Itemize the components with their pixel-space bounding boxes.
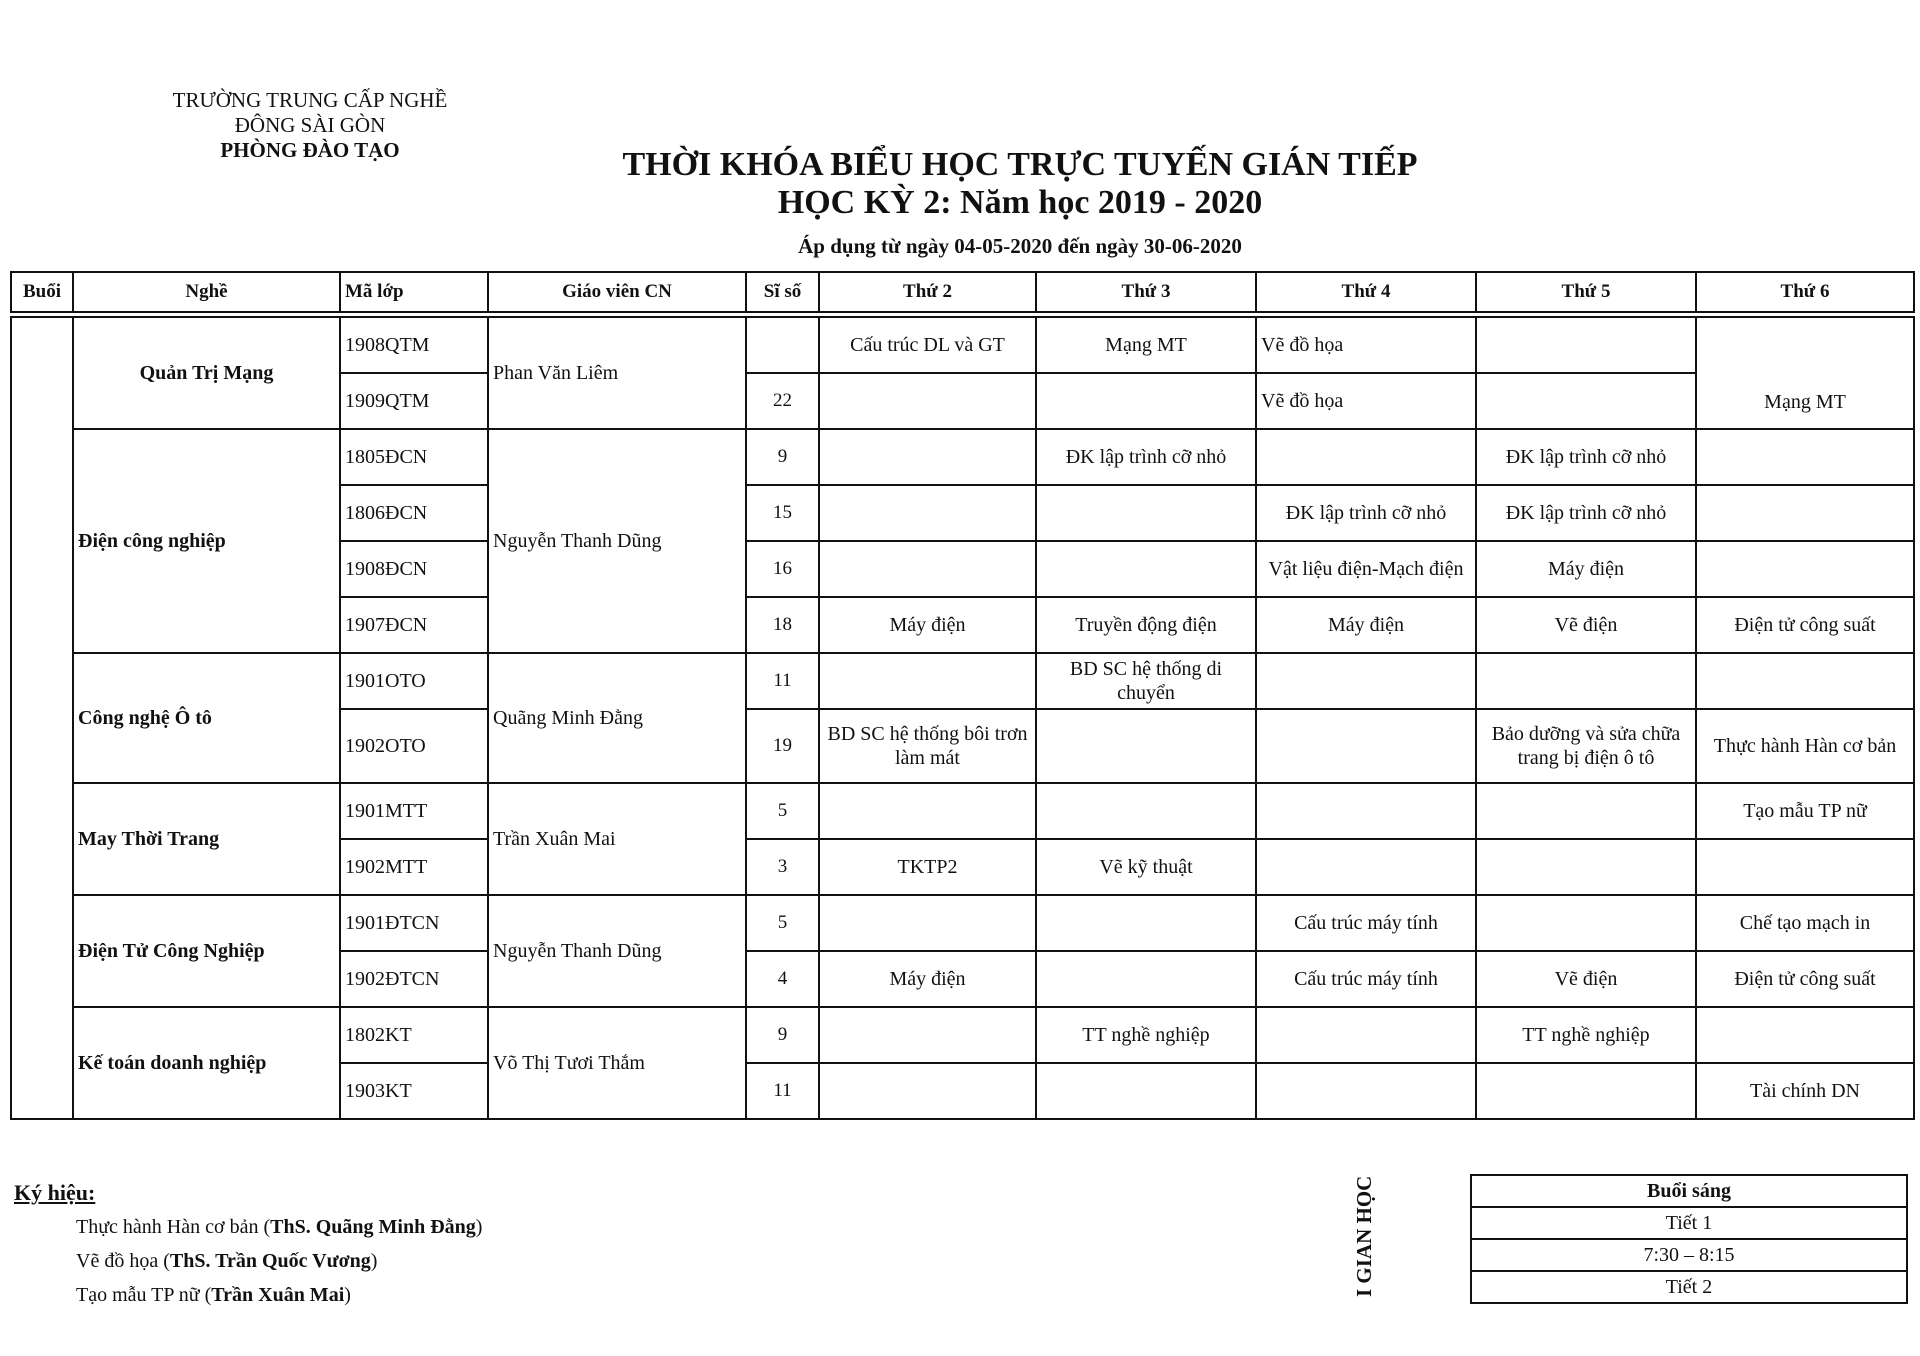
subject-thu-2: BD SC hệ thống bôi trơn làm mát [819, 709, 1036, 783]
subject-thu-3 [1036, 373, 1256, 429]
class-code: 1901OTO [340, 653, 488, 709]
col-header-si-so: Sĩ số [746, 272, 819, 312]
subject-thu-5 [1476, 839, 1696, 895]
subject-thu-5 [1476, 1063, 1696, 1119]
subject-thu-2 [819, 429, 1036, 485]
subject-thu-6: Thực hành Hàn cơ bản [1696, 709, 1914, 783]
legend-item-end: ) [370, 1250, 378, 1272]
col-header-nghe: Nghề [73, 272, 340, 312]
subject-thu-4: Vẽ đồ họa [1256, 317, 1476, 373]
subject-thu-3 [1036, 951, 1256, 1007]
subject-thu-6: Mạng MT [1696, 317, 1914, 429]
subject-thu-6: Điện tử công suất [1696, 951, 1914, 1007]
subject-thu-4 [1256, 709, 1476, 783]
class-size: 9 [746, 1007, 819, 1063]
subject-thu-4 [1256, 1007, 1476, 1063]
subject-thu-2 [819, 541, 1036, 597]
subject-thu-5: Máy điện [1476, 541, 1696, 597]
class-code: 1908QTM [340, 317, 488, 373]
subject-thu-4 [1256, 783, 1476, 839]
class-size: 5 [746, 783, 819, 839]
table-row [11, 317, 1914, 373]
time-vertical-label: I GIAN HỌC [1352, 1176, 1376, 1298]
nghe-cell: Điện Tử Công Nghiệp [73, 895, 340, 1007]
class-size: 11 [746, 1063, 819, 1119]
class-code: 1902ĐTCN [340, 951, 488, 1007]
subject-thu-3 [1036, 485, 1256, 541]
class-size: 5 [746, 895, 819, 951]
class-size: 4 [746, 951, 819, 1007]
nghe-cell: Kế toán doanh nghiệp [73, 1007, 340, 1119]
subject-thu-3 [1036, 895, 1256, 951]
nghe-cell: Quản Trị Mạng [73, 317, 340, 429]
legend-item [14, 1244, 482, 1278]
subject-thu-5: Bảo dưỡng và sửa chữa trang bị điện ô tô [1476, 709, 1696, 783]
teacher-cell: Phan Văn Liêm [488, 317, 746, 429]
col-header-buoi: Buổi [11, 272, 73, 312]
subject-thu-5 [1476, 653, 1696, 709]
subject-thu-3: Vẽ kỹ thuật [1036, 839, 1256, 895]
time-row: Tiết 2 [1471, 1271, 1907, 1303]
teacher-cell: Quãng Minh Đằng [488, 653, 746, 783]
subject-thu-5: Vẽ điện [1476, 951, 1696, 1007]
subject-thu-6 [1696, 653, 1914, 709]
buoi-cell [11, 317, 73, 1119]
teacher-cell: Võ Thị Tươi Thắm [488, 1007, 746, 1119]
legend-item [14, 1278, 482, 1312]
table-row [11, 783, 1914, 839]
time-table [1470, 1174, 1908, 1304]
col-header-ma-lop: Mã lớp [340, 272, 488, 312]
subject-thu-5: Vẽ điện [1476, 597, 1696, 653]
nghe-cell: May Thời Trang [73, 783, 340, 895]
subject-thu-6 [1696, 429, 1914, 485]
subject-thu-6 [1696, 541, 1914, 597]
teacher-cell: Nguyễn Thanh Dũng [488, 895, 746, 1007]
class-code: 1903KT [340, 1063, 488, 1119]
legend-item-teacher: Trần Xuân Mai [211, 1284, 345, 1306]
subject-thu-5: TT nghề nghiệp [1476, 1007, 1696, 1063]
class-size: 11 [746, 653, 819, 709]
legend-heading: Ký hiệu: [14, 1180, 96, 1205]
subject-thu-2 [819, 653, 1036, 709]
subject-thu-4 [1256, 429, 1476, 485]
subject-thu-2 [819, 1063, 1036, 1119]
teacher-cell: Nguyễn Thanh Dũng [488, 429, 746, 653]
subject-thu-2 [819, 895, 1036, 951]
table-row [11, 653, 1914, 709]
subject-thu-2: Cấu trúc DL và GT [819, 317, 1036, 373]
subject-thu-6 [1696, 839, 1914, 895]
semester-title: HỌC KỲ 2: Năm học 2019 - 2020 [777, 184, 1263, 221]
subject-thu-4: Vẽ đồ họa [1256, 373, 1476, 429]
class-size: 9 [746, 429, 819, 485]
class-code: 1806ĐCN [340, 485, 488, 541]
legend-item-text: Vẽ đồ họa ( [76, 1250, 170, 1272]
subject-thu-4: Cấu trúc máy tính [1256, 951, 1476, 1007]
subject-thu-6 [1696, 1007, 1914, 1063]
subject-thu-3: ĐK lập trình cỡ nhỏ [1036, 429, 1256, 485]
col-header-thu-2: Thứ 2 [819, 272, 1036, 312]
header-row [11, 272, 1914, 312]
subject-thu-6: Điện tử công suất [1696, 597, 1914, 653]
nghe-cell: Công nghệ Ô tô [73, 653, 340, 783]
legend-item [14, 1210, 482, 1244]
subject-thu-5: ĐK lập trình cỡ nhỏ [1476, 485, 1696, 541]
class-code: 1908ĐCN [340, 541, 488, 597]
col-header-thu-4: Thứ 4 [1256, 272, 1476, 312]
subject-thu-3: BD SC hệ thống di chuyển [1036, 653, 1256, 709]
time-row: Tiết 1 [1471, 1207, 1907, 1239]
subject-thu-3 [1036, 541, 1256, 597]
nghe-cell: Điện công nghiệp [73, 429, 340, 653]
subject-thu-3: TT nghề nghiệp [1036, 1007, 1256, 1063]
subject-thu-5 [1476, 317, 1696, 373]
subject-thu-6: Chế tạo mạch in [1696, 895, 1914, 951]
class-code: 1902OTO [340, 709, 488, 783]
class-code: 1902MTT [340, 839, 488, 895]
subject-thu-2 [819, 1007, 1036, 1063]
class-code: 1901MTT [340, 783, 488, 839]
subject-thu-5 [1476, 373, 1696, 429]
subject-thu-3 [1036, 1063, 1256, 1119]
class-code: 1901ĐTCN [340, 895, 488, 951]
subject-thu-2: Máy điện [819, 951, 1036, 1007]
subject-thu-3: Mạng MT [1036, 317, 1256, 373]
subject-thu-6: Tạo mẫu TP nữ [1696, 783, 1914, 839]
subject-thu-3: Truyền động điện [1036, 597, 1256, 653]
class-code: 1805ĐCN [340, 429, 488, 485]
col-header-thu-6: Thứ 6 [1696, 272, 1914, 312]
table-row [11, 1007, 1914, 1063]
subject-thu-2 [819, 485, 1036, 541]
class-size [746, 317, 819, 373]
time-header: Buổi sáng [1471, 1175, 1907, 1207]
subject-thu-4 [1256, 1063, 1476, 1119]
legend [14, 1176, 482, 1312]
subject-thu-5 [1476, 895, 1696, 951]
legend-item-teacher: ThS. Quãng Minh Đằng [270, 1216, 476, 1238]
class-code: 1802KT [340, 1007, 488, 1063]
class-size: 15 [746, 485, 819, 541]
school-name: TRƯỜNG TRUNG CẤP NGHỀ ĐÔNG SÀI GÒN [172, 88, 448, 137]
subject-thu-4: Cấu trúc máy tính [1256, 895, 1476, 951]
subject-thu-2 [819, 783, 1036, 839]
apply-dates: Áp dụng từ ngày 04-05-2020 đến ngày 30-06-2020 [798, 234, 1242, 258]
class-size: 19 [746, 709, 819, 783]
class-code: 1909QTM [340, 373, 488, 429]
table-row [11, 429, 1914, 485]
subject-thu-2: Máy điện [819, 597, 1036, 653]
subject-thu-4: Máy điện [1256, 597, 1476, 653]
legend-item-text: Thực hành Hàn cơ bản ( [76, 1216, 271, 1238]
subject-thu-4: ĐK lập trình cỡ nhỏ [1256, 485, 1476, 541]
subject-thu-4 [1256, 653, 1476, 709]
class-size: 22 [746, 373, 819, 429]
col-header-giao-vien: Giáo viên CN [488, 272, 746, 312]
class-size: 3 [746, 839, 819, 895]
subject-thu-6: Tài chính DN [1696, 1063, 1914, 1119]
time-row: 7:30 – 8:15 [1471, 1239, 1907, 1271]
col-header-thu-5: Thứ 5 [1476, 272, 1696, 312]
subject-thu-5 [1476, 783, 1696, 839]
legend-item-end: ) [344, 1284, 351, 1306]
legend-item-end: ) [475, 1216, 483, 1238]
subject-thu-3 [1036, 709, 1256, 783]
subject-thu-3 [1036, 783, 1256, 839]
legend-item-teacher: ThS. Trần Quốc Vương [169, 1250, 371, 1272]
subject-thu-6 [1696, 485, 1914, 541]
timetable [10, 271, 1915, 1120]
class-code: 1907ĐCN [340, 597, 488, 653]
subject-thu-4 [1256, 839, 1476, 895]
subject-thu-2: TKTP2 [819, 839, 1036, 895]
class-size: 16 [746, 541, 819, 597]
table-row [11, 895, 1914, 951]
page-title: THỜI KHÓA BIỂU HỌC TRỰC TUYẾN GIÁN TIẾP [622, 146, 1418, 183]
class-size: 18 [746, 597, 819, 653]
col-header-thu-3: Thứ 3 [1036, 272, 1256, 312]
subject-thu-2 [819, 373, 1036, 429]
legend-item-text: Tạo mẫu TP nữ ( [76, 1284, 212, 1306]
department-name: PHÒNG ĐÀO TẠO [220, 138, 400, 162]
subject-thu-5: ĐK lập trình cỡ nhỏ [1476, 429, 1696, 485]
teacher-cell: Trần Xuân Mai [488, 783, 746, 895]
subject-thu-4: Vật liệu điện-Mạch điện [1256, 541, 1476, 597]
